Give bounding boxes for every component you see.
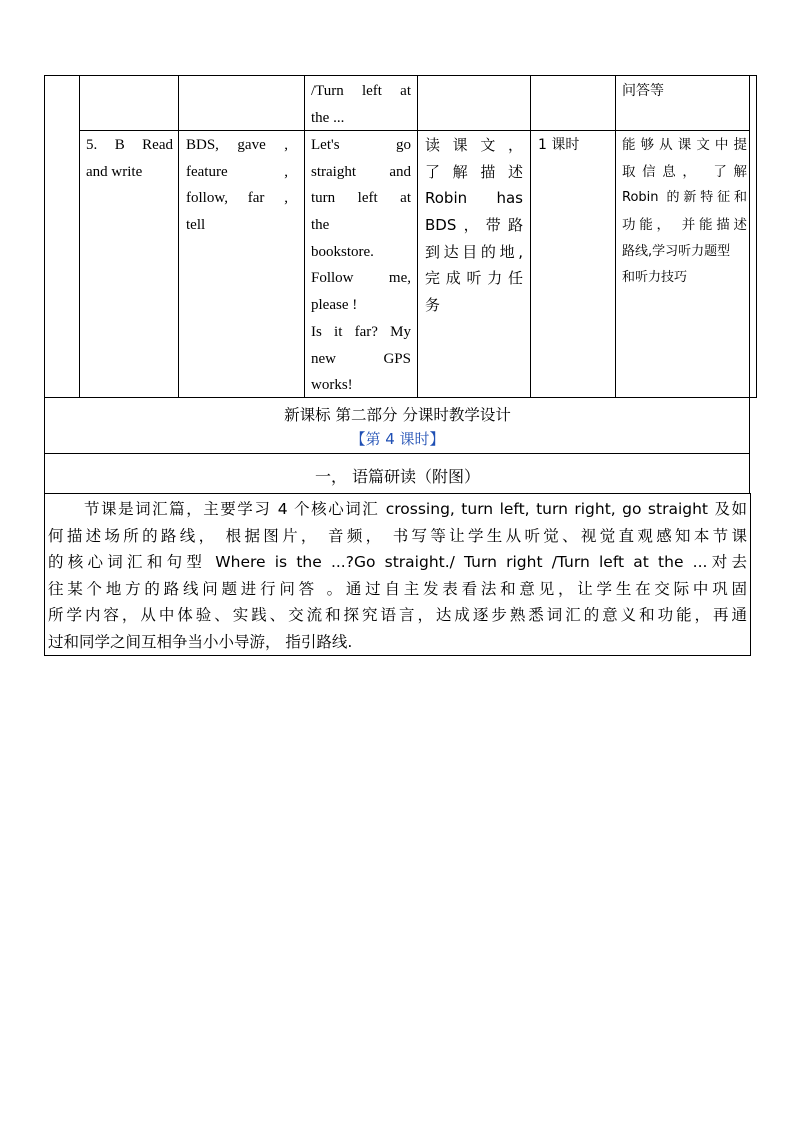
- cell-line: 读 课 文 ，: [425, 136, 523, 154]
- vocabulary-cell: [186, 132, 288, 239]
- paragraph-line: 过和同学之间互相争当小小导游， 指引路线.: [48, 632, 353, 651]
- cell-line: straight and: [311, 163, 411, 180]
- cell-line: bookstore.: [311, 243, 374, 260]
- paragraph-line: 所学内容，从中体验、实践、交流和探究语言，达成逐步熟悉词汇的意义和功能，再通: [48, 606, 747, 624]
- cell-line: 问答等: [622, 83, 664, 99]
- cell-line: 取信息， 了解: [622, 163, 747, 180]
- cell-line: the ...: [311, 109, 345, 126]
- cell-line: tell: [186, 217, 206, 234]
- cell-line: 了 解 描 述: [425, 162, 523, 181]
- table-col-divider: [530, 75, 531, 397]
- para-bottom-border: [44, 655, 751, 656]
- analysis-paragraph: [45, 496, 750, 655]
- cell-line: Robin has: [425, 189, 523, 208]
- cell-line: 1 课时: [538, 137, 580, 153]
- cell-line: Follow me,: [311, 270, 411, 287]
- table-top-border: [44, 75, 757, 76]
- activity-cell: [425, 132, 523, 319]
- cell-line: follow, far ,: [186, 190, 288, 207]
- cell-line: feature ,: [186, 163, 288, 180]
- paragraph-line: 往某个地方的路线问题进行问答 。通过自主发表看法和意见，让学生在交际中巩固: [48, 579, 747, 598]
- cell-line: 务: [425, 296, 441, 315]
- cell-line: and write: [86, 163, 143, 180]
- cell-line: 5. B Read: [86, 137, 173, 153]
- goal-cell: [622, 132, 747, 292]
- cell-line: BDS, gave ,: [186, 137, 288, 153]
- section-title: 新课标 第二部分 分课时教学设计: [284, 406, 511, 424]
- cell-line: /Turn left at: [311, 83, 411, 99]
- table-right-border: [749, 75, 750, 397]
- header-divider: [44, 453, 750, 454]
- sentences-cell: [311, 132, 411, 399]
- table-col-divider: [178, 75, 179, 397]
- cell-line: 到达目的地,: [425, 242, 523, 261]
- table-col-divider: [304, 75, 305, 397]
- cell-line: the: [311, 217, 330, 234]
- cell-line: 功能， 并能描述: [622, 217, 747, 234]
- row-top-goal-cell: [622, 78, 744, 105]
- cell-line: 能够从课文中提: [622, 137, 747, 153]
- unit-cell: [86, 132, 173, 185]
- para-right-border: [750, 493, 751, 655]
- cell-line: Is it far? My: [311, 323, 411, 340]
- cell-line: BDS，带路: [425, 216, 523, 235]
- period-cell: [538, 132, 610, 159]
- cell-line: Let's go: [311, 137, 411, 153]
- table-left-border: [44, 75, 45, 397]
- paragraph-line: 何描述场所的路线， 根据图片， 音频， 书写等让学生从听觉、视觉直观感知本节课: [48, 526, 747, 545]
- table-outer-right-border: [756, 75, 757, 397]
- table-row-divider: [79, 130, 750, 131]
- paragraph-line: 节课是词汇篇，主要学习 4 个核心词汇 crossing, turn left, turn right, go straight 及如: [84, 500, 747, 518]
- cell-line: 完成听力任: [425, 269, 523, 288]
- cell-line: 路线,学习听力题型: [622, 243, 731, 259]
- lesson-tag: 【第 4 课时】: [350, 430, 445, 448]
- cell-line: turn left at: [311, 190, 411, 207]
- cell-line: new GPS: [311, 350, 411, 367]
- row-top-sentences-cell: [311, 78, 411, 131]
- table-col-divider: [615, 75, 616, 397]
- table-col-divider: [417, 75, 418, 397]
- cell-line: works!: [311, 377, 353, 394]
- cell-line: please !: [311, 297, 358, 314]
- cell-line: Robin 的新特征和: [622, 190, 747, 206]
- table-col-divider: [79, 75, 80, 397]
- header-bottom-border: [44, 493, 750, 494]
- subheading: 一， 语篇研读（附图）: [314, 467, 481, 486]
- paragraph-line: 的核心词汇和句型 Where is the ...?Go straight./ Turn right /Turn left at the ...对去: [48, 553, 747, 571]
- cell-line: 和听力技巧: [622, 270, 688, 286]
